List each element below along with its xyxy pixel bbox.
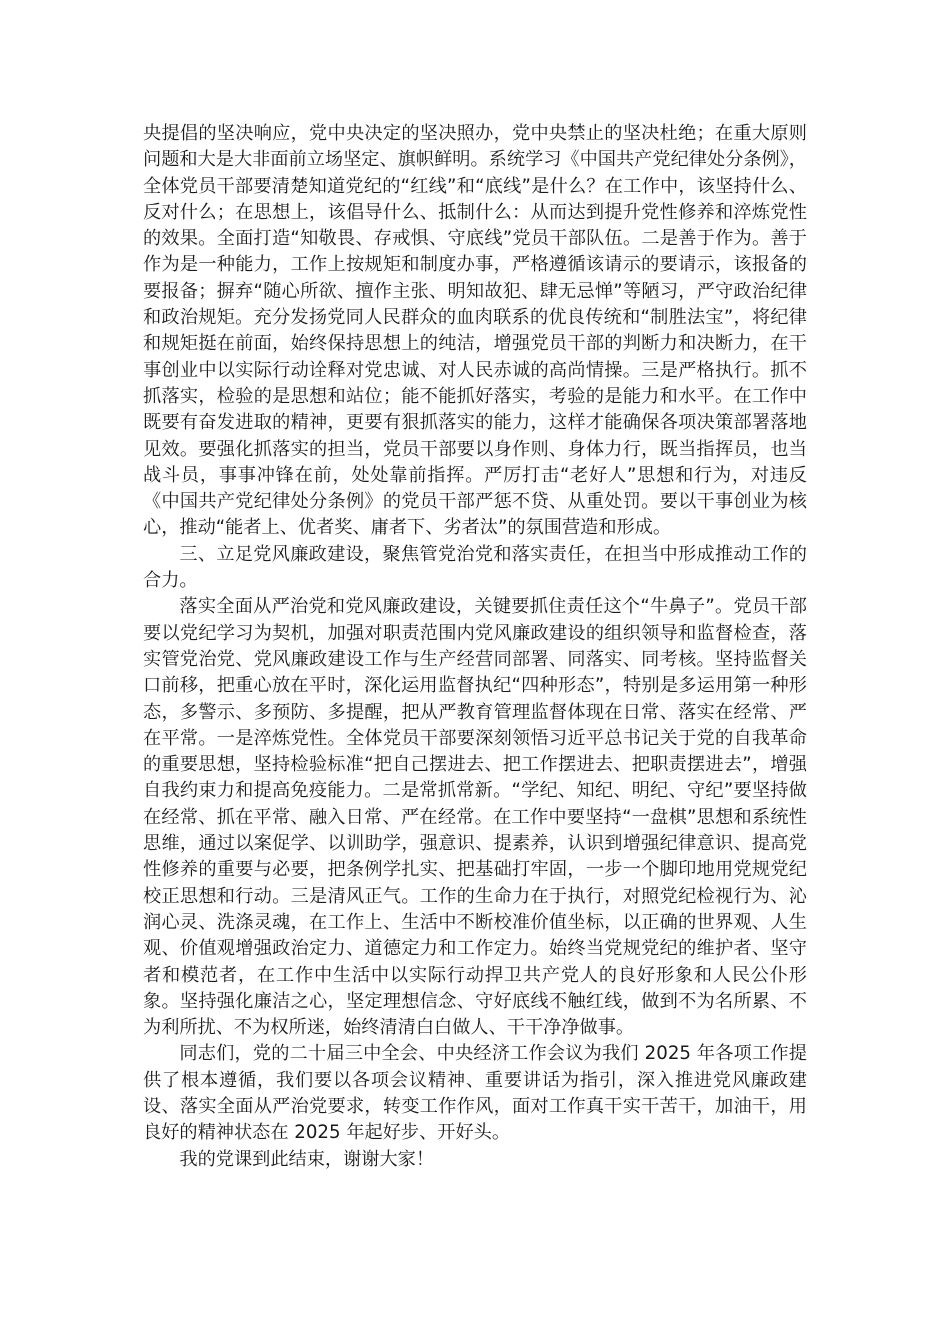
section-heading-three: 三、立足党风廉政建设，聚焦管党治党和落实责任，在担当中形成推动工作的合力。 [143,543,807,592]
paragraph-continued: 央提倡的坚决响应，党中央决定的坚决照办，党中央禁止的坚决杜绝；在重大原则问题和大是大非面前立场坚定、旗帜鲜明。系统学习《中国共产党纪律处分条例》，全体党员干部要清楚知道党纪的“红线”和“底线”是什么？在工作中，该坚持什么、反对什么；在思想上，该倡导什么、抵制什么：从而达到提升党性修养和淬炼党性的效果。全面打造“知敬畏、存戒惧、守底线”党员干部队伍。二是善于作为。善于作为是一种能力，工作上按规矩和制度办事，严格遵循该请示的要请示，该报备的要报备；摒弃“随心所欲、擅作主张、明知故犯、肆无忌惮”等陋习，严守政治纪律和政治规矩。充分发扬党同人民群众的血肉联系的优良传统和“制胜法宝”，将纪律和规矩挺在前面，始终保持思想上的纯洁，增强党员干部的判断力和决断力，在干事创业中以实际行动诠释对党忠诚、对人民赤诚的高尚情操。三是严格执行。抓不抓落实，检验的是思想和站位；能不能抓好落实，考验的是能力和水平。在工作中既要有奋发进取的精神，更要有狠抓落实的能力，这样才能确保各项决策部署落地见效。要强化抓落实的担当，党员干部要以身作则、身体力行，既当指挥员，也当战斗员，事事冲锋在前，处处靠前指挥。严厉打击“老好人”思想和行为，对违反《中国共产党纪律处分条例》的党员干部严惩不贷、从重处罚。要以干事创业为核心，推动“能者上、优者奖、庸者下、劣者汰”的氛围营造和形成。 [143,123,807,539]
paragraph-conclusion: 同志们，党的二十届三中全会、中央经济工作会议为我们 2025 年各项工作提供了根本遵循，我们要以各项会议精神、重要讲话为指引，深入推进党风廉政建设、落实全面从严治党要求，转变工作作风，面对工作真干实干苦干，加油干，用良好的精神状态在 2025 年起好步、开好头。 [143,1043,807,1144]
document-body [143,121,807,1173]
paragraph-closing: 我的党课到此结束，谢谢大家！ [179,1148,435,1170]
paragraph-responsibility: 落实全面从严治党和党风廉政建设，关键要抓住责任这个“牛鼻子”。党员干部要以党纪学习为契机，加强对职责范围内党风廉政建设的组织领导和监督检查，落实管党治党、党风廉政建设工作与生产经营同部署、同落实、同考核。坚持监督关口前移，把重心放在平时，深化运用监督执纪“四种形态”，特别是多运用第一种形态，多警示、多预防、多提醒，把从严教育管理监督体现在日常、落实在经常、严在平常。一是淬炼党性。全体党员干部要深刻领悟习近平总书记关于党的自我革命的重要思想，坚持检验标准“把自己摆进去、把工作摆进去、把职责摆进去”，增强自我约束力和提高免疫能力。二是常抓常新。“学纪、知纪、明纪、守纪”要坚持做在经常、抓在平常、融入日常、严在经常。在工作中要坚持“一盘棋”思想和系统性思维，通过以案促学、以训助学，强意识、提素养，认识到增强纪律意识、提高党性修养的重要与必要，把条例学扎实、把基础打牢固，一步一个脚印地用党规党纪校正思想和行动。三是清风正气。工作的生命力在于执行，对照党纪检视行为、沁润心灵、洗涤灵魂，在工作上、生活中不断校准价值坐标，以正确的世界观、人生观、价值观增强政治定力、道德定力和工作定力。始终当党规党纪的维护者、坚守者和模范者，在工作中生活中以实际行动捍卫共产党人的良好形象和人民公仆形象。坚持强化廉洁之心，坚定理想信念、守好底线不触红线，做到不为名所累、不为利所扰、不为权所迷，始终清清白白做人、干干净净做事。 [143,596,807,1039]
